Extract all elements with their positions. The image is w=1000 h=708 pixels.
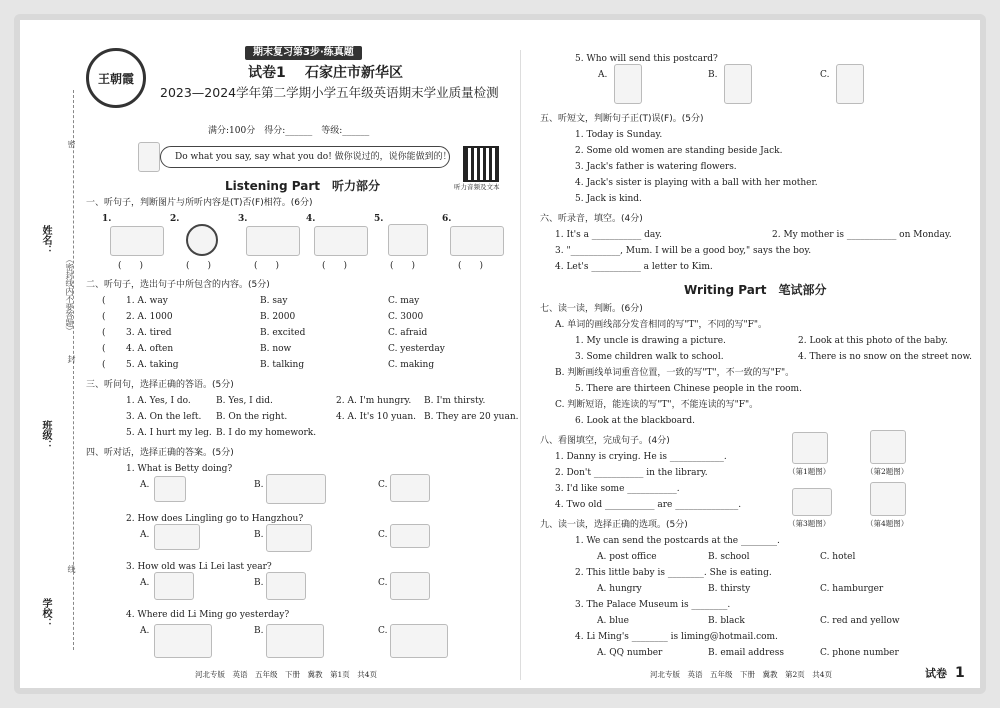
qr-code-icon[interactable] bbox=[463, 146, 499, 182]
s5-row: 1. Today is Sunday. bbox=[575, 130, 663, 140]
s2-option-a: 3. A. tired bbox=[126, 328, 172, 338]
girl-waving-icon bbox=[614, 64, 642, 104]
s4-opt-b: B. bbox=[254, 626, 264, 636]
crying-boy-icon bbox=[792, 432, 828, 464]
microphone-icon bbox=[154, 476, 186, 502]
s2-paren[interactable]: ( bbox=[102, 296, 106, 306]
s3-option: B. Yes, I did. bbox=[216, 396, 273, 406]
s2-option-c: C. may bbox=[388, 296, 420, 306]
s3-option: B. On the right. bbox=[216, 412, 288, 422]
s2-paren[interactable]: ( bbox=[102, 328, 106, 338]
s1-num: 5. bbox=[374, 214, 384, 224]
s8-row: 4. Two old ___________ are ______________. bbox=[555, 500, 742, 510]
section-8-title: 八、看图填空，完成句子。(4分) bbox=[540, 436, 670, 446]
s3-option: 5. A. I hurt my leg. bbox=[126, 428, 212, 438]
s5-row: 3. Jack's father is watering flowers. bbox=[575, 162, 737, 172]
s4-opt-c: C. bbox=[378, 626, 388, 636]
plane-icon bbox=[390, 524, 430, 548]
listening-heading: Listening Part 听力部分 bbox=[225, 179, 380, 193]
section-9-title: 九、读一读，选择正确的选项。(5分) bbox=[540, 520, 688, 530]
logo-text: 王朝霞 bbox=[97, 71, 134, 86]
s3-option: 2. A. I'm hungry. bbox=[336, 396, 412, 406]
letter-icon bbox=[314, 226, 368, 256]
s9-question: 4. Li Ming's ________ is liming@hotmail.com. bbox=[575, 632, 778, 642]
temple-icon bbox=[390, 624, 448, 658]
s7-question: 1. My uncle is drawing a picture. bbox=[575, 336, 726, 346]
s4-opt-a: A. bbox=[140, 480, 150, 490]
s7-question: 2. Look at this photo of the baby. bbox=[798, 336, 948, 346]
s9-question: 1. We can send the postcards at the ________. bbox=[575, 536, 780, 546]
s2-option-c: C. yesterday bbox=[388, 344, 445, 354]
s4-opt-b: B. bbox=[254, 530, 264, 540]
q5-opt-a: A. bbox=[598, 70, 608, 80]
s9-question: 3. The Palace Museum is ________. bbox=[575, 600, 731, 610]
s9-question: 2. This little baby is ________. She is eating. bbox=[575, 568, 772, 578]
s7-question: 6. Look at the blackboard. bbox=[575, 416, 695, 426]
s4-opt-b: B. bbox=[254, 480, 264, 490]
s7-question: 5. There are thirteen Chinese people in the room. bbox=[575, 384, 802, 394]
s4-question: 4. Where did Li Ming go yesterday? bbox=[126, 610, 290, 620]
s4-opt-c: C. bbox=[378, 480, 388, 490]
school-label: 学校： bbox=[40, 598, 51, 628]
s1-num: 6. bbox=[442, 214, 452, 224]
cake-icon bbox=[154, 572, 194, 600]
boy-icon bbox=[724, 64, 752, 104]
s9-option: C. hamburger bbox=[820, 584, 884, 594]
gate-building-icon bbox=[154, 624, 212, 658]
cartoon-boy-icon bbox=[138, 142, 160, 172]
s5-row: 5. Jack is kind. bbox=[575, 194, 642, 204]
girl-icon bbox=[836, 64, 864, 104]
s7-instruction-b: B. 判断画线单词重音位置，一致的写"T"，不一致的写"F"。 bbox=[555, 368, 795, 378]
s4-opt-c: C. bbox=[378, 578, 388, 588]
s2-option-a: 2. A. 1000 bbox=[126, 312, 173, 322]
section-2-title: 二、听句子，选出句子中所包含的内容。(5分) bbox=[86, 280, 270, 290]
s2-option-a: 1. A. way bbox=[126, 296, 168, 306]
section-6-title: 六、听录音，填空。(4分) bbox=[540, 214, 643, 224]
left-footer: 河北专版 英语 五年级 下册 冀教 第1页 共4页 bbox=[195, 670, 378, 679]
s8-caption: （第3题图） bbox=[788, 519, 831, 528]
s1-num: 3. bbox=[238, 214, 248, 224]
s3-option: 3. A. On the left. bbox=[126, 412, 202, 422]
s9-option: A. QQ number bbox=[597, 648, 663, 658]
seal-char-xian: 线 bbox=[67, 565, 76, 573]
s1-num: 2. bbox=[170, 214, 180, 224]
section-3-title: 三、听问句，选择正确的答语。(5分) bbox=[86, 380, 234, 390]
s8-caption: （第4题图） bbox=[866, 519, 909, 528]
section-4-title: 四、听对话，选择正确的答案。(5分) bbox=[86, 448, 234, 458]
s8-caption: （第2题图） bbox=[866, 467, 909, 476]
s2-option-c: C. 3000 bbox=[388, 312, 424, 322]
s4-question: 1. What is Betty doing? bbox=[126, 464, 233, 474]
station-icon bbox=[246, 226, 300, 256]
s3-option: B. I do my homework. bbox=[216, 428, 317, 438]
section-1-title: 一、听句子，判断图片与所听内容是(T)否(F)相符。(6分) bbox=[86, 198, 313, 208]
car-icon bbox=[154, 524, 200, 550]
qr-note: 听力音频及文本 bbox=[454, 183, 500, 191]
right-footer: 河北专版 英语 五年级 下册 冀教 第2页 共4页 bbox=[650, 670, 833, 679]
crayons-icon bbox=[390, 474, 430, 502]
section-5-title: 五、听短文，判断句子正(T)误(F)。(5分) bbox=[540, 114, 704, 124]
section-7-title: 七、读一读，判断。(6分) bbox=[540, 304, 643, 314]
s3-option: 4. A. It's 10 yuan. bbox=[336, 412, 417, 422]
s3-option: B. They are 20 yuan. bbox=[424, 412, 519, 422]
seal-note: （密封线内不要答题） bbox=[65, 255, 74, 335]
s4-question: 2. How does Lingling go to Hangzhou? bbox=[126, 514, 304, 524]
s7-instruction-a: A. 单词的画线部分发音相同的写"T"，不同的写"F"。 bbox=[555, 320, 768, 330]
motto-text: Do what you say, say what you do! 做你说过的，说你能做到的！ bbox=[175, 152, 452, 162]
running-kid-icon bbox=[870, 430, 906, 464]
s4-opt-a: A. bbox=[140, 530, 150, 540]
s6-line: 1. It's a ___________ day. bbox=[555, 230, 663, 240]
s2-option-b: B. excited bbox=[260, 328, 306, 338]
review-badge: 期末复习第3步·练真题 bbox=[245, 46, 362, 60]
corner-label: 试卷 bbox=[925, 667, 947, 680]
paper-number: 试卷1 bbox=[248, 65, 286, 81]
s9-option: B. black bbox=[708, 616, 745, 626]
s2-paren[interactable]: ( bbox=[102, 344, 106, 354]
s1-answer-paren[interactable]: ( ) bbox=[118, 261, 144, 271]
s3-option: 1. A. Yes, I do. bbox=[126, 396, 191, 406]
s4-opt-a: A. bbox=[140, 626, 150, 636]
train-icon bbox=[266, 524, 312, 552]
seal-char-mi: 密 bbox=[67, 140, 76, 148]
paper-city: 石家庄市新华区 bbox=[305, 65, 403, 81]
name-label: 姓名： bbox=[40, 225, 51, 255]
s4-opt-b: B. bbox=[254, 578, 264, 588]
s6-line: 4. Let's ___________ a letter to Kim. bbox=[555, 262, 713, 272]
s5-row: 2. Some old women are standing beside Jack. bbox=[575, 146, 783, 156]
s2-option-b: B. say bbox=[260, 296, 288, 306]
s2-option-b: B. now bbox=[260, 344, 292, 354]
no-entry-sign-icon bbox=[186, 224, 218, 256]
s9-option: B. email address bbox=[708, 648, 784, 658]
score-line: 满分:100分 得分:______ 等级:______ bbox=[208, 126, 370, 136]
s2-option-c: C. making bbox=[388, 360, 435, 370]
logo bbox=[86, 48, 146, 108]
s6-line: 2. My mother is ___________ on Monday. bbox=[772, 230, 952, 240]
q5-question: 5. Who will send this postcard? bbox=[575, 54, 718, 64]
seal-char-feng: 封 bbox=[67, 355, 76, 363]
q5-opt-c: C. bbox=[820, 70, 830, 80]
s2-option-b: B. talking bbox=[260, 360, 305, 370]
s2-option-c: C. afraid bbox=[388, 328, 428, 338]
s9-option: B. thirsty bbox=[708, 584, 751, 594]
s1-num: 4. bbox=[306, 214, 316, 224]
s2-paren[interactable]: ( bbox=[102, 360, 106, 370]
s9-option: C. phone number bbox=[820, 648, 899, 658]
s7-question: 4. There is no snow on the street now. bbox=[798, 352, 972, 362]
s8-row: 1. Danny is crying. He is ____________. bbox=[555, 452, 727, 462]
s9-option: A. post office bbox=[597, 552, 657, 562]
s1-answer-paren[interactable]: ( ) bbox=[186, 261, 212, 271]
s1-answer-paren[interactable]: ( ) bbox=[390, 261, 416, 271]
book-icon bbox=[266, 474, 326, 504]
exam-sheet bbox=[14, 14, 986, 694]
s2-paren[interactable]: ( bbox=[102, 312, 106, 322]
candy-icon bbox=[792, 488, 832, 516]
s3-option: B. I'm thirsty. bbox=[424, 396, 486, 406]
s8-row: 3. I'd like some ___________. bbox=[555, 484, 680, 494]
s1-answer-paren[interactable]: ( ) bbox=[254, 261, 280, 271]
s4-opt-c: C. bbox=[378, 530, 388, 540]
old-couple-icon bbox=[870, 482, 906, 516]
s7-instruction-c: C. 判断短语，能连读的写"T"，不能连读的写"F"。 bbox=[555, 400, 759, 410]
cake-icon bbox=[266, 572, 306, 600]
s7-question: 3. Some children walk to school. bbox=[575, 352, 724, 362]
column-divider bbox=[520, 50, 521, 680]
bear-cartoon-icon bbox=[388, 224, 428, 256]
s9-option: C. red and yellow bbox=[820, 616, 900, 626]
s9-option: B. school bbox=[708, 552, 750, 562]
station-building-icon bbox=[266, 624, 324, 658]
s2-option-a: 4. A. often bbox=[126, 344, 174, 354]
teapot-icon bbox=[110, 226, 164, 256]
writing-heading: Writing Part 笔试部分 bbox=[684, 283, 827, 297]
class-label: 班级： bbox=[40, 420, 51, 450]
s8-caption: （第1题图） bbox=[788, 467, 831, 476]
s5-row: 4. Jack's sister is playing with a ball with her mother. bbox=[575, 178, 818, 188]
s2-option-a: 5. A. taking bbox=[126, 360, 179, 370]
corner-number: 1 bbox=[955, 665, 965, 681]
s1-num: 1. bbox=[102, 214, 112, 224]
s1-answer-paren[interactable]: ( ) bbox=[322, 261, 348, 271]
q5-opt-b: B. bbox=[708, 70, 718, 80]
s4-opt-a: A. bbox=[140, 578, 150, 588]
s9-option: A. blue bbox=[597, 616, 629, 626]
s2-option-b: B. 2000 bbox=[260, 312, 296, 322]
s6-line: 3. "___________, Mum. I will be a good boy," says the boy. bbox=[555, 246, 812, 256]
s8-row: 2. Don't ___________ in the library. bbox=[555, 468, 708, 478]
cake-icon bbox=[390, 572, 430, 600]
s9-option: C. hotel bbox=[820, 552, 856, 562]
s1-answer-paren[interactable]: ( ) bbox=[458, 261, 484, 271]
palace-icon bbox=[450, 226, 504, 256]
s9-option: A. hungry bbox=[597, 584, 642, 594]
s4-question: 3. How old was Li Lei last year? bbox=[126, 562, 272, 572]
paper-subtitle: 2023—2024学年第二学期小学五年级英语期末学业质量检测 bbox=[160, 85, 499, 100]
